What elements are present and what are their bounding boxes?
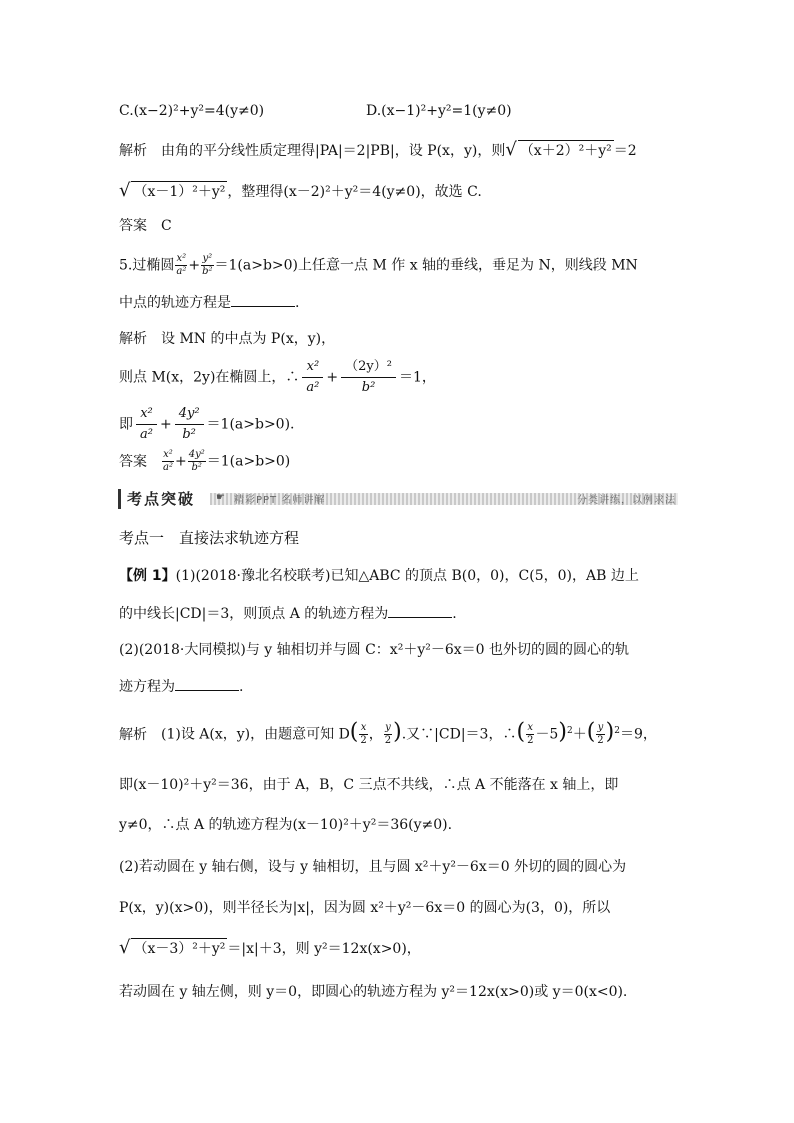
answer-label: 答案 — [119, 453, 147, 470]
fraction: $\frac{\text{x²}}{\text{a²}}$ — [136, 404, 157, 445]
example-solution-line-4: (2)若动圆在 y 轴右侧，设与 y 轴相切，且与圆 x²＋y²－6x＝0 外切的圆的圆心为 — [119, 859, 627, 875]
answer-5-tail: ＝1(a>b>0) — [206, 453, 291, 470]
banner-title: 考点突破 — [118, 489, 201, 509]
example-solution-line-2: 即(x－10)²＋y²＝36，由于 A，B，C 三点不共线，∴点 A 不能落在 x 轴上，即 — [119, 777, 619, 793]
solution-text-b: .又∵|CD|＝3，∴ — [401, 726, 517, 743]
question-5-line-1 — [119, 253, 638, 278]
example-1-text-4: 迹方程为 — [119, 679, 175, 695]
q5-text-2: 中点的轨迹方程是 — [119, 295, 231, 311]
fraction: $\frac{y}{2}$ — [597, 722, 604, 746]
example-tag: 【例 1】 — [119, 568, 176, 584]
solution-text-6: ＝|x|＋3，则 y²＝12x(x>0)， — [227, 941, 421, 957]
answer-blank — [175, 676, 239, 691]
fraction: $\frac{x}{2}$ — [527, 722, 534, 746]
answer-label: 答案 — [119, 218, 147, 234]
radicand-3: （x－3）²＋y² — [131, 938, 227, 959]
fraction: $\frac{y}{2}$ — [384, 722, 392, 746]
example-1-line-4: 迹方程为 . — [119, 676, 243, 697]
solution-5-result: ＝1(a>b>0). — [206, 416, 295, 433]
solution-text: (1)设 A(x，y)，由题意可知 D — [161, 726, 350, 743]
solution-4-eq: ＝2 — [613, 143, 637, 159]
example-1-line-1 — [119, 566, 639, 586]
plus-sign: + — [188, 257, 201, 274]
answer-blank — [231, 292, 295, 307]
sqrt-symbol: √ — [505, 139, 517, 160]
answer-4 — [119, 216, 172, 236]
option-c: C.(x−2)²+y²=4(y≠0) — [119, 103, 265, 119]
example-solution-line-6 — [119, 938, 421, 959]
paren-open: ( — [349, 719, 359, 745]
example-1-line-3: (2)(2018·大同模拟)与 y 轴相切并与圆 C：x²＋y²－6x＝0 也外切的圆的圆心的轨 — [119, 642, 629, 658]
solution-label: 解析 — [119, 726, 147, 743]
paren-close: ) — [605, 719, 615, 745]
sqrt-symbol: √ — [119, 180, 131, 201]
pointing-hand-icon: ☛ — [216, 492, 225, 503]
fraction: $\frac{\text{y²}}{\text{b²}}$ — [202, 253, 213, 277]
solution-4-line-2 — [119, 181, 482, 202]
answer-blank — [388, 603, 452, 618]
example-1-text: (1)(2018·豫北名校联考)已知△ABC 的顶点 B(0，0)，C(5，0)，AB 边上 — [175, 568, 639, 584]
fraction: $\frac{\text{4y²}}{\text{b²}}$ — [175, 404, 204, 445]
solution-4-line-1 — [119, 140, 637, 161]
equals-one: ＝1， — [398, 369, 436, 386]
example-solution-line-5: P(x，y)(x>0)，则半径长为|x|，因为圆 x²＋y²－6x＝0 的圆心为(3，0)，所以 — [119, 900, 611, 916]
equals-nine: ＝9， — [619, 726, 657, 743]
answer-4-value: C — [161, 218, 172, 234]
paren-close: ) — [558, 719, 567, 745]
fraction: $\frac{\text{x²}}{\text{a²}}$ — [302, 357, 323, 398]
solution-5-text-2: 则点 M(x，2y)在椭圆上，∴ — [119, 369, 300, 386]
question-5-line-2 — [119, 292, 299, 313]
solution-5-line-2 — [119, 357, 436, 398]
example-1-text-2: 的中线长|CD|＝3，则顶点 A 的轨迹方程为 — [119, 606, 389, 622]
plus-sign: + — [326, 369, 339, 386]
example-solution-line-7: 若动圆在 y 轴左侧，则 y＝0，即圆心的轨迹方程为 y²＝12x(x>0)或 y＝0(x<0). — [119, 984, 628, 1000]
option-d: D.(x−1)²+y²=1(y≠0) — [366, 103, 512, 119]
q5-text: ＝1(a>b>0)上任意一点 M 作 x 轴的垂线，垂足为 N，则线段 MN — [214, 257, 638, 274]
radicand-2: （x－1）²＋y² — [131, 181, 227, 202]
answer-5: 答案 $\frac{\text{x²}}{\text{a²}}$ + $\frac{\text{4y²}}{\text{b²}}$ ＝1(a>b>0) — [119, 449, 291, 473]
solution-5-line-1 — [119, 329, 335, 349]
sqrt-symbol: √ — [119, 937, 131, 958]
example-solution-line-3: y≠0，∴点 A 的轨迹方程为(x－10)²＋y²＝36(y≠0). — [119, 817, 453, 833]
paren-open: ( — [586, 719, 596, 745]
solution-5-text-3: 即 — [119, 416, 133, 433]
fraction: $\frac{\text{4y²}}{\text{b²}}$ — [188, 449, 205, 473]
paren-open: ( — [516, 719, 526, 745]
q5-prefix: 5.过椭圆 — [119, 257, 175, 274]
solution-label: 解析 — [119, 331, 147, 347]
radicand-1: （x＋2）²＋y² — [518, 140, 614, 161]
example-solution-line-1: 解析 (1)设 A(x，y)，由题意可知 D( $\frac{x}{2}$ ， $\frac{y}{2}$ ).又∵|CD|＝3，∴( $\frac{x}{2}$ －5)$^2$＋( $\frac{y}{2}$ )$^2$＝9， — [119, 719, 657, 746]
solution-4-conclusion: ，整理得(x－2)²＋y²＝4(y≠0)，故选 C. — [227, 184, 482, 200]
example-1-line-2: 的中线长|CD|＝3，则顶点 A 的轨迹方程为 . — [119, 603, 457, 624]
fraction: $\frac{\text{x²}}{\text{a²}}$ — [163, 449, 173, 473]
solution-5-text: 设 MN 的中点为 P(x，y)， — [161, 331, 336, 347]
key-point-heading: 考点一 直接法求轨迹方程 — [119, 529, 300, 547]
solution-5-line-3: 即 $\frac{\text{x²}}{\text{a²}}$ + $\frac{\text{4y²}}{\text{b²}}$ ＝1(a>b>0). — [119, 404, 295, 445]
fraction: $\frac{\text{x²}}{\text{a²}}$ — [176, 253, 187, 277]
solution-4-text: 由角的平分线性质定理得|PA|＝2|PB|，设 P(x，y)，则 — [161, 143, 506, 159]
banner-subtitle: 精彩PPT 名师讲解 — [234, 495, 326, 506]
banner-right-text: 分类讲练，以例求法 — [577, 495, 676, 506]
solution-label: 解析 — [119, 143, 147, 159]
paren-close: ) — [393, 719, 402, 745]
fraction: $\frac{\text{（2y）²}}{\text{b²}}$ — [341, 357, 396, 398]
fraction: $\frac{x}{2}$ — [360, 722, 367, 746]
minus-five: －5 — [535, 726, 559, 743]
section-banner — [118, 489, 678, 509]
period: . — [295, 295, 300, 311]
